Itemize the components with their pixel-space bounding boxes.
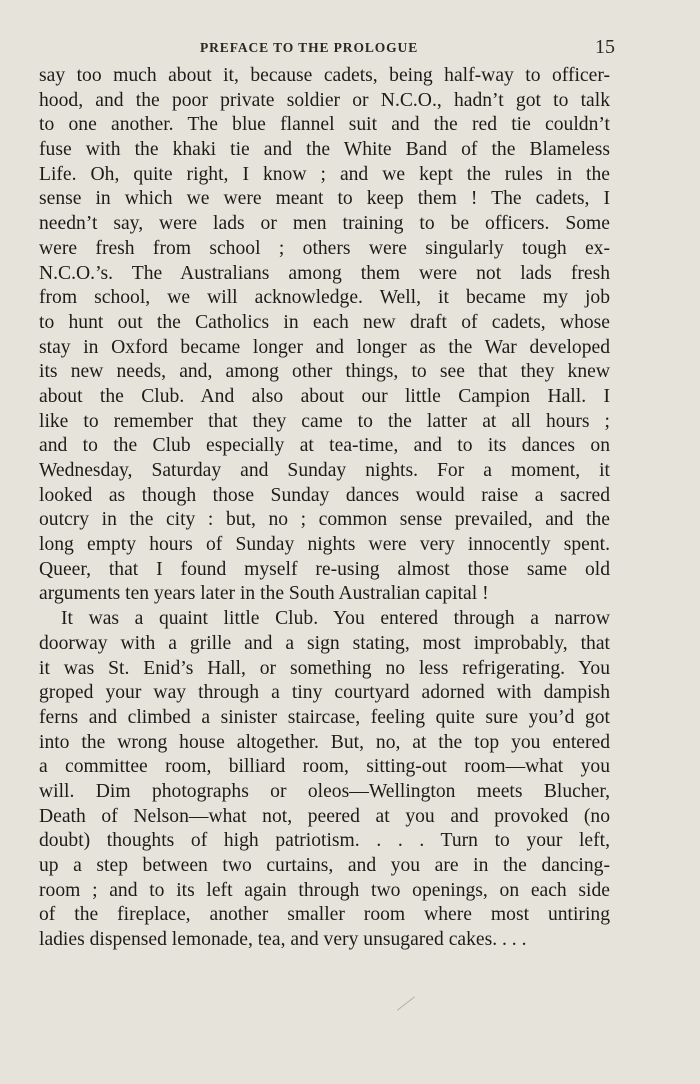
text-line: hood, and the poor private soldier or N.C.O., hadn’t got to talk — [39, 89, 610, 111]
text-line: will. Dim photographs or oleos—Wellington meets Blucher, — [39, 780, 610, 802]
text-line: it was St. Enid’s Hall, or something no less refrigerating. You — [39, 657, 610, 679]
text-line: ladies dispensed lemonade, tea, and very unsugared cakes. . . . — [39, 929, 527, 951]
text-line: stay in Oxford became longer and longer as the War developed — [39, 336, 610, 358]
paragraph — [39, 64, 610, 607]
text-line: It was a quaint little Club. You entered through a narrow — [61, 608, 610, 630]
text-line: about the Club. And also about our little Campion Hall. I — [39, 385, 610, 407]
text-line: into the wrong house altogether. But, no, at the top you entered — [39, 731, 610, 753]
text-line: and to the Club especially at tea-time, and to its dances on — [39, 435, 610, 457]
body-text — [39, 64, 610, 953]
text-line: Life. Oh, quite right, I know ; and we kept the rules in the — [39, 163, 610, 185]
text-line: say too much about it, because cadets, being half-way to officer- — [39, 65, 610, 86]
text-line: outcry in the city : but, no ; common sense prevailed, and the — [39, 509, 610, 531]
text-line: were fresh from school ; others were singularly tough ex- — [39, 237, 610, 259]
text-line: to hunt out the Catholics in each new draft of cadets, whose — [39, 311, 610, 333]
paragraph — [39, 607, 610, 953]
text-line: ferns and climbed a sinister staircase, feeling quite sure you’d got — [39, 706, 610, 728]
text-line: Queer, that I found myself re-using almost those same old — [39, 558, 610, 580]
text-line: Wednesday, Saturday and Sunday nights. For a moment, it — [39, 460, 610, 481]
text-line: doorway with a grille and a sign stating, most improbably, that — [39, 632, 610, 654]
text-line: up a step between two curtains, and you are in the dancing- — [39, 855, 610, 876]
text-line: from school, we will acknowledge. Well, it became my job — [39, 287, 610, 309]
text-line: room ; and to its left again through two openings, on each side — [39, 879, 610, 901]
text-line: sense in which we were meant to keep them ! The cadets, I — [39, 188, 610, 210]
text-line: a committee room, billiard room, sitting-out room—what you — [39, 756, 610, 778]
text-line: looked as though those Sunday dances would raise a sacred — [39, 484, 610, 506]
text-line: doubt) thoughts of high patriotism. . . . Turn to your left, — [39, 830, 610, 852]
paper-mark — [397, 996, 415, 1010]
text-line: arguments ten years later in the South Australian capital ! — [39, 583, 489, 605]
text-line: like to remember that they came to the latter at all hours ; — [39, 410, 610, 432]
text-line: of the fireplace, another smaller room where most untiring — [39, 904, 610, 926]
text-line: its new needs, and, among other things, to see that they knew — [39, 361, 610, 383]
running-head-title: PREFACE TO THE PROLOGUE — [200, 40, 419, 55]
text-line: groped your way through a tiny courtyard adorned with dampish — [39, 682, 610, 704]
text-line: Death of Nelson—what not, peered at you and provoked (no — [39, 805, 610, 827]
text-line: N.C.O.’s. The Australians among them were not lads fresh — [39, 262, 610, 284]
text-line: needn’t say, were lads or men training to be officers. Some — [39, 213, 610, 235]
text-line: to one another. The blue flannel suit and the red tie couldn’t — [39, 114, 610, 136]
text-line: fuse with the khaki tie and the White Band of the Blameless — [39, 139, 610, 161]
page-number: 15 — [595, 36, 615, 58]
text-line: long empty hours of Sunday nights were very innocently spent. — [39, 534, 610, 556]
running-head — [200, 36, 615, 60]
